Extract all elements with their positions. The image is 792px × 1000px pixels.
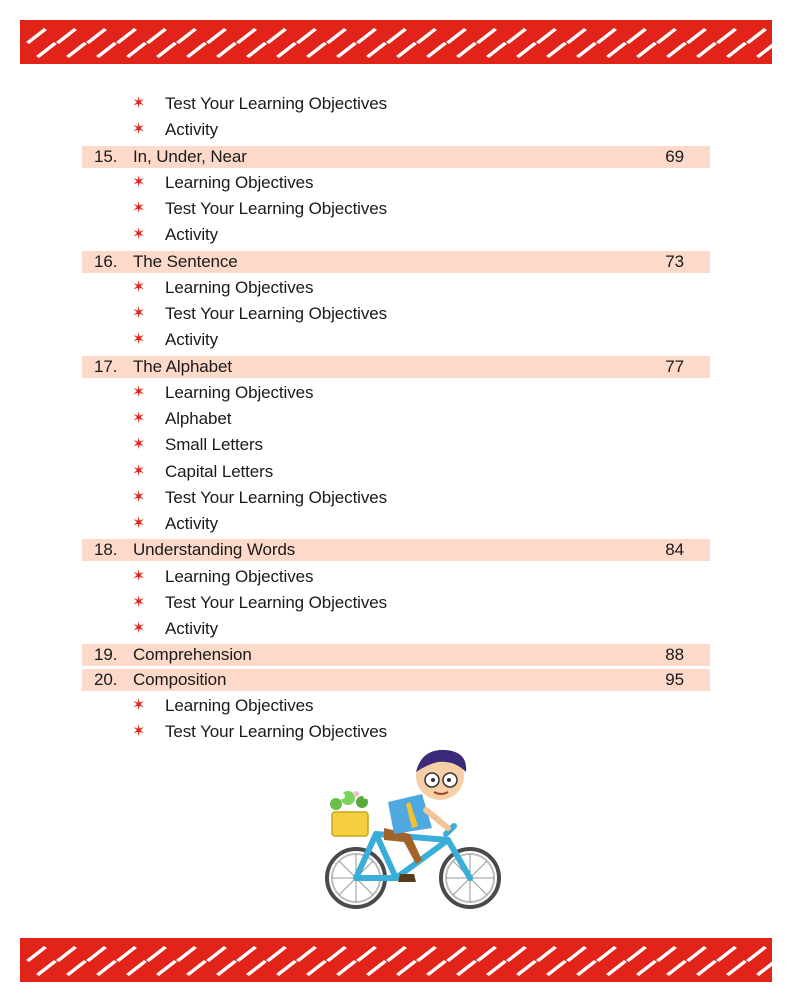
star-bullet-icon: ✶ [132, 200, 146, 217]
subtopic-row [82, 196, 710, 222]
chapter-title: In, Under, Near [133, 146, 247, 166]
chapter-row [82, 644, 710, 666]
bottom-decorative-border [20, 938, 772, 982]
page-number: 88 [665, 645, 684, 665]
star-bullet-icon: ✶ [132, 383, 146, 401]
star-bullet-icon: ✶ [132, 723, 146, 740]
subtopic-label: Activity [165, 120, 219, 140]
chapter-title: Comprehension [133, 645, 252, 665]
star-bullet-icon: ✶ [132, 95, 146, 112]
subtopic-row [82, 564, 710, 590]
subtopic-label: Small Letters [165, 435, 263, 455]
subtopic-label: Activity [165, 619, 219, 638]
boy-on-bicycle-icon [318, 742, 508, 914]
chapter-title: Composition [133, 669, 227, 689]
star-bullet-icon: ✶ [132, 696, 146, 714]
subtopic-row [82, 511, 710, 537]
star-bullet-icon: ✶ [132, 173, 146, 191]
star-bullet-icon: ✶ [132, 331, 146, 349]
chapter-number: 20. [94, 669, 118, 689]
subtopic-label: Learning Objectives [165, 277, 314, 297]
star-bullet-icon: ✶ [132, 593, 146, 611]
subtopic-label: Test Your Learning Objectives [165, 487, 388, 507]
subtopic-label: Activity [165, 330, 219, 350]
subtopic-label: Test Your Learning Objectives [165, 304, 388, 323]
subtopic-row [82, 301, 710, 327]
page-number: 95 [665, 669, 684, 689]
star-bullet-icon: ✶ [132, 620, 146, 637]
star-bullet-icon: ✶ [132, 226, 146, 244]
page-number: 77 [665, 356, 684, 376]
subtopic-row [82, 485, 710, 511]
page-number: 73 [665, 251, 684, 271]
top-decorative-border [20, 20, 772, 64]
subtopic-label: Activity [165, 514, 219, 533]
star-bullet-icon: ✶ [132, 121, 146, 139]
star-bullet-icon: ✶ [132, 462, 146, 480]
chapter-number: 15. [94, 146, 118, 166]
star-bullet-icon: ✶ [132, 278, 146, 296]
star-bullet-icon: ✶ [132, 436, 146, 454]
chapter-title: Understanding Words [133, 540, 296, 560]
chapter-row [82, 146, 710, 168]
subtopic-label: Test Your Learning Objectives [165, 592, 388, 612]
subtopic-row [82, 590, 710, 616]
chapter-title: The Alphabet [133, 356, 232, 376]
subtopic-row [82, 616, 710, 642]
chapter-number: 19. [94, 645, 118, 665]
subtopic-label: Learning Objectives [165, 172, 314, 192]
star-bullet-icon: ✶ [132, 567, 146, 585]
chapter-row [82, 539, 710, 561]
subtopic-row [82, 406, 710, 432]
subtopic-row [82, 327, 710, 353]
chapter-number: 17. [94, 356, 118, 376]
subtopic-label: Learning Objectives [165, 695, 314, 715]
table-of-contents [82, 91, 710, 745]
subtopic-label: Learning Objectives [165, 566, 314, 586]
subtopic-label: Learning Objectives [165, 382, 314, 402]
star-bullet-icon: ✶ [132, 305, 146, 322]
star-bullet-icon: ✶ [132, 488, 146, 506]
star-bullet-icon: ✶ [132, 410, 146, 427]
chapter-row [82, 356, 710, 378]
subtopic-label: Activity [165, 225, 219, 245]
rider-torso [388, 794, 448, 834]
subtopic-label: Capital Letters [165, 461, 274, 481]
subtopic-row [82, 459, 710, 485]
page-number: 84 [665, 540, 684, 560]
subtopic-label: Alphabet [165, 409, 232, 428]
subtopic-row [82, 380, 710, 406]
subtopic-label: Test Your Learning Objectives [165, 722, 388, 741]
chapter-row [82, 251, 710, 273]
page-number: 69 [665, 146, 684, 166]
flower-basket [330, 791, 369, 836]
subtopic-row [82, 693, 710, 719]
subtopic-row [82, 222, 710, 248]
chapter-number: 16. [94, 251, 118, 271]
chapter-number: 18. [94, 540, 118, 560]
subtopic-row [82, 170, 710, 196]
chapter-row [82, 669, 710, 691]
subtopic-row [82, 432, 710, 458]
chapter-title: The Sentence [133, 251, 238, 271]
subtopic-row [82, 91, 710, 117]
subtopic-row [82, 275, 710, 301]
subtopic-label: Test Your Learning Objectives [165, 94, 388, 113]
rider-head [416, 750, 466, 800]
subtopic-row [82, 117, 710, 143]
subtopic-label: Test Your Learning Objectives [165, 199, 388, 218]
star-bullet-icon: ✶ [132, 515, 146, 532]
